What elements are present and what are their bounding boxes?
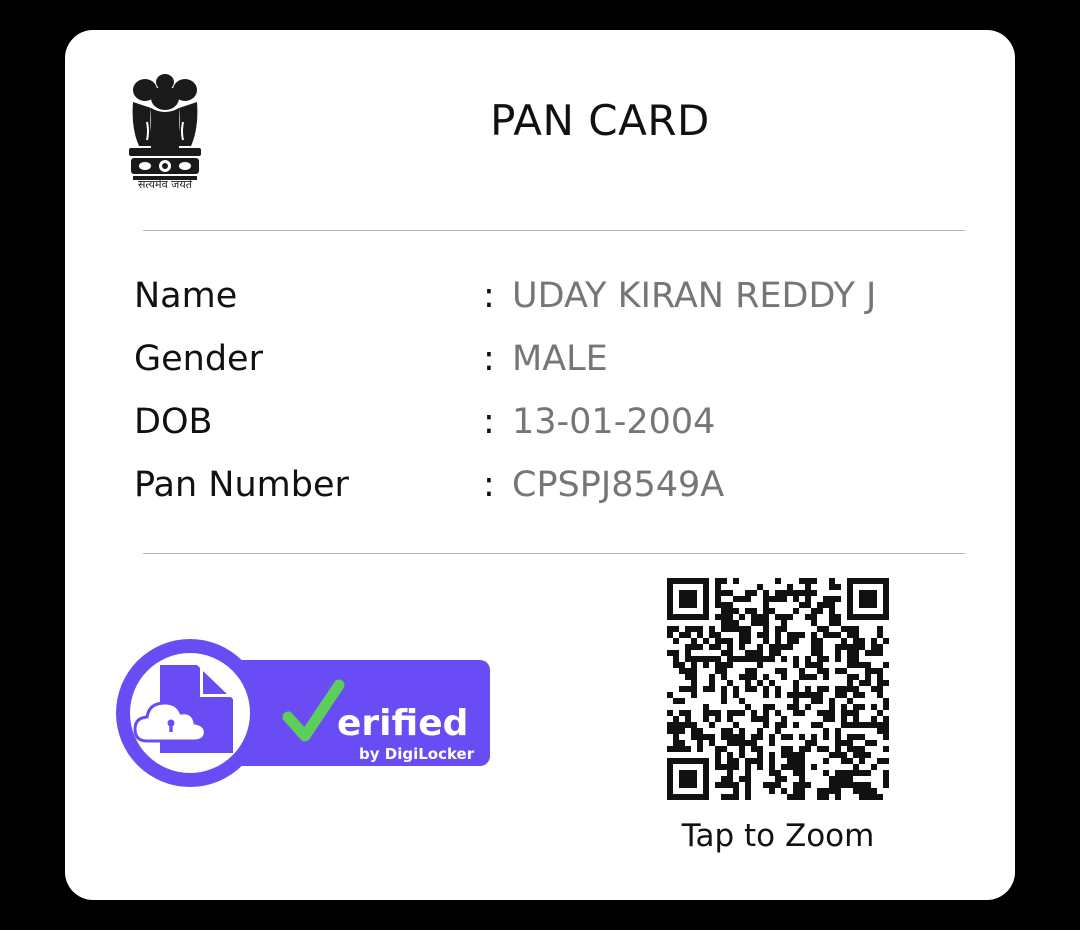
field-value: UDAY KIRAN REDDY J	[512, 276, 877, 316]
qr-finder-pattern	[667, 758, 709, 800]
field-label: Name	[134, 276, 238, 316]
field-row-dob	[134, 402, 954, 452]
field-label: Pan Number	[134, 465, 349, 505]
verified-digilocker-badge	[115, 633, 495, 793]
field-separator: :	[483, 402, 495, 442]
field-value: CPSPJ8549A	[512, 465, 725, 505]
page-title: PAN CARD	[490, 96, 710, 145]
field-value: MALE	[512, 339, 608, 379]
badge-byline: by DigiLocker	[359, 745, 475, 763]
field-separator: :	[483, 465, 495, 505]
field-label: Gender	[134, 339, 263, 379]
field-row-pan-number	[134, 465, 954, 515]
bottom-divider	[143, 553, 965, 554]
field-separator: :	[483, 339, 495, 379]
qr-finder-pattern	[847, 578, 889, 620]
field-row-name	[134, 276, 954, 326]
tap-to-zoom-label[interactable]: Tap to Zoom	[681, 818, 875, 854]
badge-word: erified	[337, 703, 469, 744]
field-separator: :	[483, 276, 495, 316]
field-value: 13-01-2004	[512, 402, 716, 442]
pan-card	[65, 30, 1015, 900]
field-label: DOB	[134, 402, 213, 442]
emblem-motto: सत्यमेव जयते	[137, 178, 192, 191]
field-row-gender	[134, 339, 954, 389]
top-divider	[143, 230, 965, 231]
qr-code[interactable]	[667, 578, 889, 800]
qr-finder-pattern	[667, 578, 709, 620]
